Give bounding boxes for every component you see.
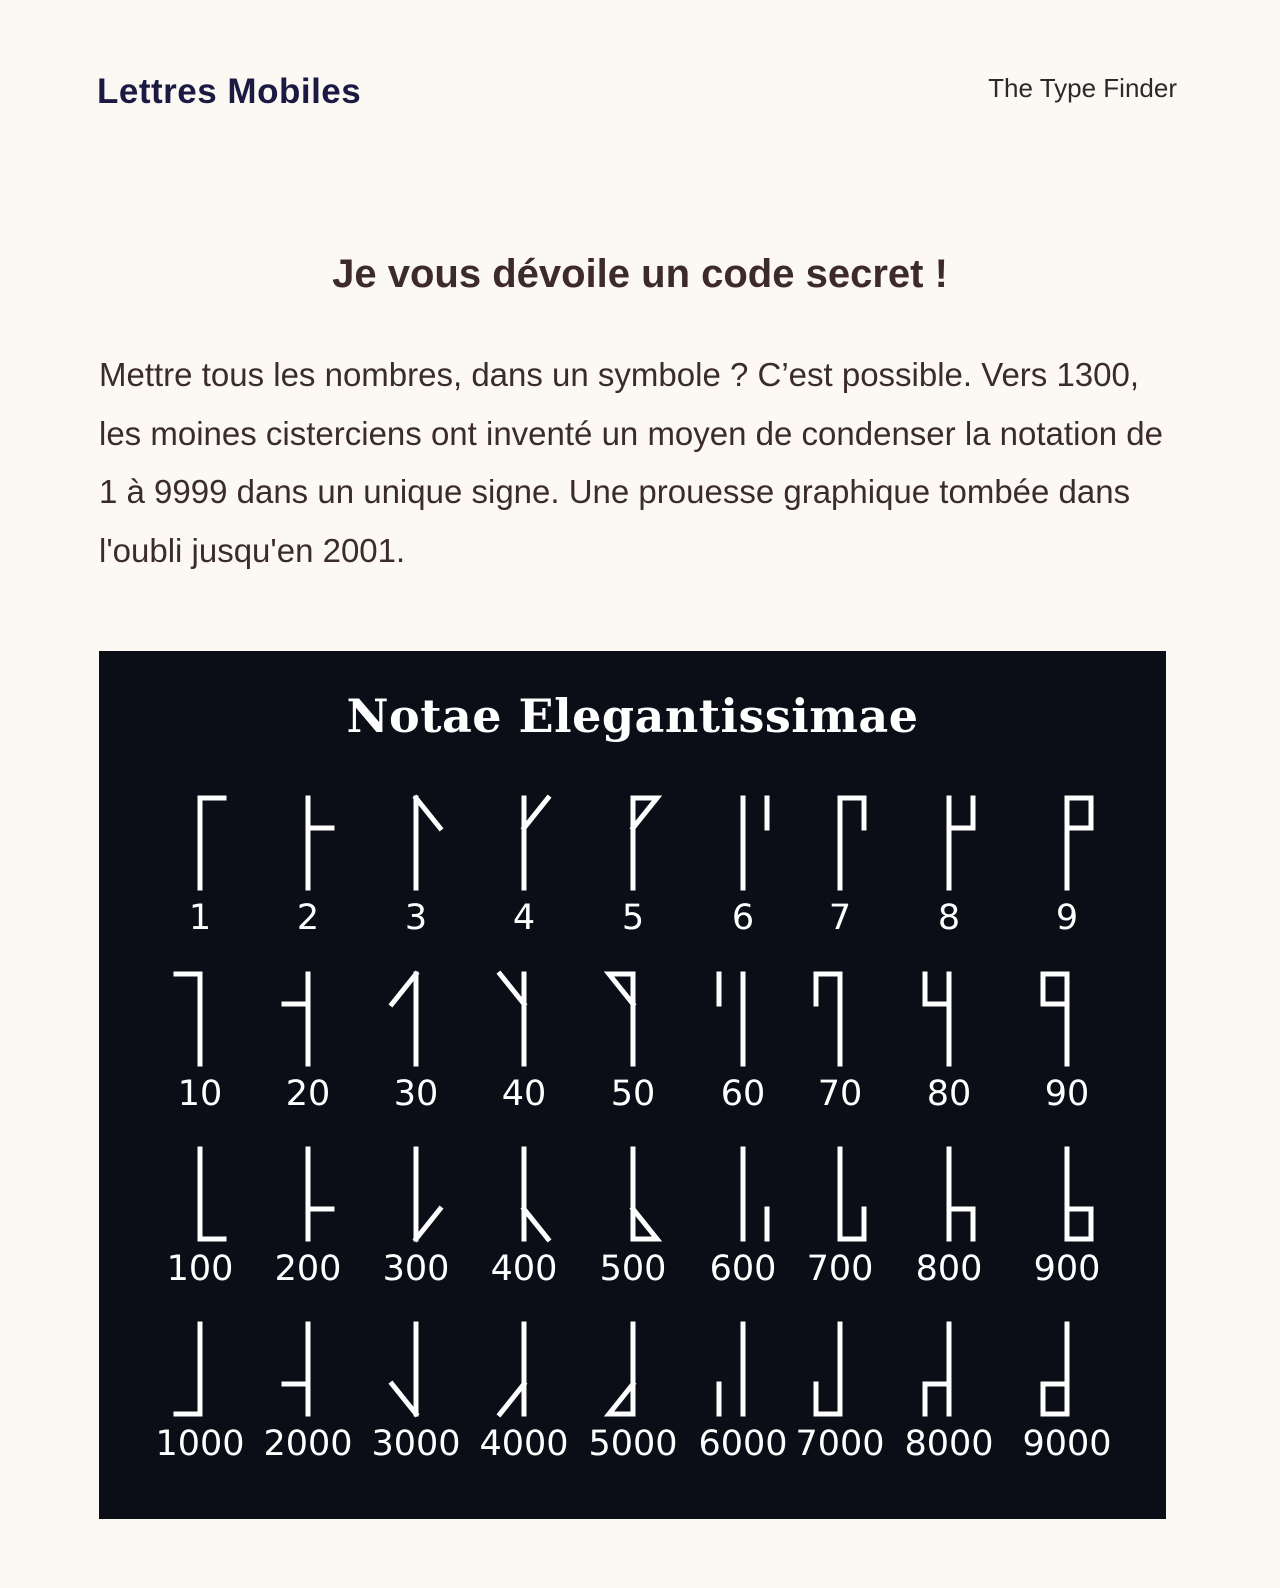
numeral-stroke (949, 1209, 973, 1239)
numeral-stroke (949, 798, 973, 828)
numeral-stroke (1067, 1209, 1091, 1239)
numeral-symbol-30 (392, 974, 416, 1064)
numeral-stroke (609, 1384, 633, 1414)
site-header (0, 0, 1280, 160)
article-intro: Mettre tous les nombres, dans un symbole ? C’est possible. Vers 1300, les moines cisterciens ont inventé un moyen de condenser la notation de 1 à 9999 dans un unique signe. Une prouesse graphique tombée dans l'oubli jusqu'en 2001. (99, 356, 1163, 569)
numeral-symbol-5000 (609, 1324, 633, 1414)
numeral-stroke (816, 1384, 840, 1414)
numeral-symbol-800 (949, 1149, 973, 1239)
numeral-stroke (925, 1384, 949, 1414)
numeral-label-80: 80 (926, 1074, 972, 1114)
numeral-symbol-4 (524, 798, 548, 888)
numeral-label-2: 2 (296, 898, 320, 938)
numeral-label-600: 600 (709, 1249, 777, 1289)
numeral-stroke (609, 974, 633, 1004)
numeral-stroke (392, 974, 416, 1004)
numeral-symbol-100 (200, 1149, 224, 1239)
numeral-symbol-600 (743, 1149, 767, 1239)
numeral-symbol-9 (1067, 798, 1091, 888)
numeral-symbol-5 (633, 798, 657, 888)
numeral-symbol-8000 (925, 1324, 949, 1414)
numeral-label-900: 900 (1033, 1249, 1101, 1289)
numeral-symbol-2000 (284, 1324, 308, 1414)
numeral-label-5: 5 (621, 898, 645, 938)
numeral-symbol-200 (308, 1149, 332, 1239)
numerals-grid (99, 651, 1166, 1519)
numeral-stroke (416, 798, 440, 828)
numeral-label-70: 70 (817, 1074, 863, 1114)
numeral-stroke (925, 974, 949, 1004)
numeral-label-90: 90 (1044, 1074, 1090, 1114)
numeral-symbol-3 (416, 798, 440, 888)
numeral-symbol-9000 (1043, 1324, 1067, 1414)
numeral-stroke (1043, 1384, 1067, 1414)
numeral-symbol-6 (743, 798, 767, 888)
numeral-label-400: 400 (490, 1249, 558, 1289)
numeral-symbol-1000 (176, 1324, 200, 1414)
numeral-label-5000: 5000 (588, 1424, 678, 1464)
numeral-stroke (524, 798, 548, 828)
numeral-symbol-20 (284, 974, 308, 1064)
numeral-stroke (1067, 798, 1091, 828)
numeral-label-3: 3 (404, 898, 428, 938)
numeral-label-4000: 4000 (479, 1424, 569, 1464)
numeral-label-500: 500 (599, 1249, 667, 1289)
numeral-stroke (840, 798, 864, 828)
numeral-stroke (500, 1384, 524, 1414)
numeral-label-3000: 3000 (371, 1424, 461, 1464)
numeral-symbol-10 (176, 974, 200, 1064)
numeral-label-1: 1 (188, 898, 212, 938)
numeral-symbol-4000 (500, 1324, 524, 1414)
numeral-label-200: 200 (274, 1249, 342, 1289)
numeral-label-6000: 6000 (698, 1424, 788, 1464)
numeral-label-800: 800 (915, 1249, 983, 1289)
numeral-symbol-6000 (719, 1324, 743, 1414)
numeral-label-8000: 8000 (904, 1424, 994, 1464)
numeral-stroke (633, 1209, 657, 1239)
numeral-symbol-70 (816, 974, 840, 1064)
numeral-label-6: 6 (731, 898, 755, 938)
numeral-label-300: 300 (382, 1249, 450, 1289)
numeral-symbol-900 (1067, 1149, 1091, 1239)
numeral-label-20: 20 (285, 1074, 331, 1114)
numeral-symbol-1 (200, 798, 224, 888)
numeral-symbol-60 (719, 974, 743, 1064)
numeral-label-700: 700 (806, 1249, 874, 1289)
numeral-stroke (840, 1209, 864, 1239)
numeral-label-100: 100 (166, 1249, 234, 1289)
numeral-symbol-90 (1043, 974, 1067, 1064)
numeral-stroke (416, 1209, 440, 1239)
numeral-symbol-50 (609, 974, 633, 1064)
numeral-label-1000: 1000 (155, 1424, 245, 1464)
numeral-symbol-7000 (816, 1324, 840, 1414)
numeral-symbol-80 (925, 974, 949, 1064)
numeral-label-2000: 2000 (263, 1424, 353, 1464)
figure-title: Notae Elegantissimae (346, 689, 919, 743)
numeral-symbol-700 (840, 1149, 864, 1239)
numeral-label-10: 10 (177, 1074, 223, 1114)
numeral-symbol-2 (308, 798, 332, 888)
numeral-symbol-7 (840, 798, 864, 888)
numeral-label-4: 4 (512, 898, 536, 938)
article-title: Je vous dévoile un code secret ! (332, 252, 948, 296)
numeral-stroke (633, 798, 657, 828)
numeral-label-60: 60 (720, 1074, 766, 1114)
site-logo[interactable]: Lettres Mobiles (97, 72, 362, 111)
nav-link-type-finder[interactable]: The Type Finder (988, 73, 1177, 103)
numeral-label-30: 30 (393, 1074, 439, 1114)
numeral-label-9: 9 (1055, 898, 1079, 938)
cistercian-numerals-figure (99, 651, 1166, 1519)
numeral-symbol-3000 (392, 1324, 416, 1414)
numeral-symbol-400 (524, 1149, 548, 1239)
numeral-stroke (1043, 974, 1067, 1004)
numeral-label-9000: 9000 (1022, 1424, 1112, 1464)
numeral-stroke (392, 1384, 416, 1414)
numeral-symbol-300 (416, 1149, 440, 1239)
numeral-symbol-8 (949, 798, 973, 888)
numeral-stroke (816, 974, 840, 1004)
numeral-symbol-500 (633, 1149, 657, 1239)
numeral-symbol-40 (500, 974, 524, 1064)
numeral-label-50: 50 (610, 1074, 656, 1114)
numeral-label-40: 40 (501, 1074, 547, 1114)
numeral-stroke (500, 974, 524, 1004)
numeral-label-7000: 7000 (795, 1424, 885, 1464)
numeral-label-7: 7 (828, 898, 852, 938)
numeral-label-8: 8 (937, 898, 961, 938)
numeral-stroke (524, 1209, 548, 1239)
